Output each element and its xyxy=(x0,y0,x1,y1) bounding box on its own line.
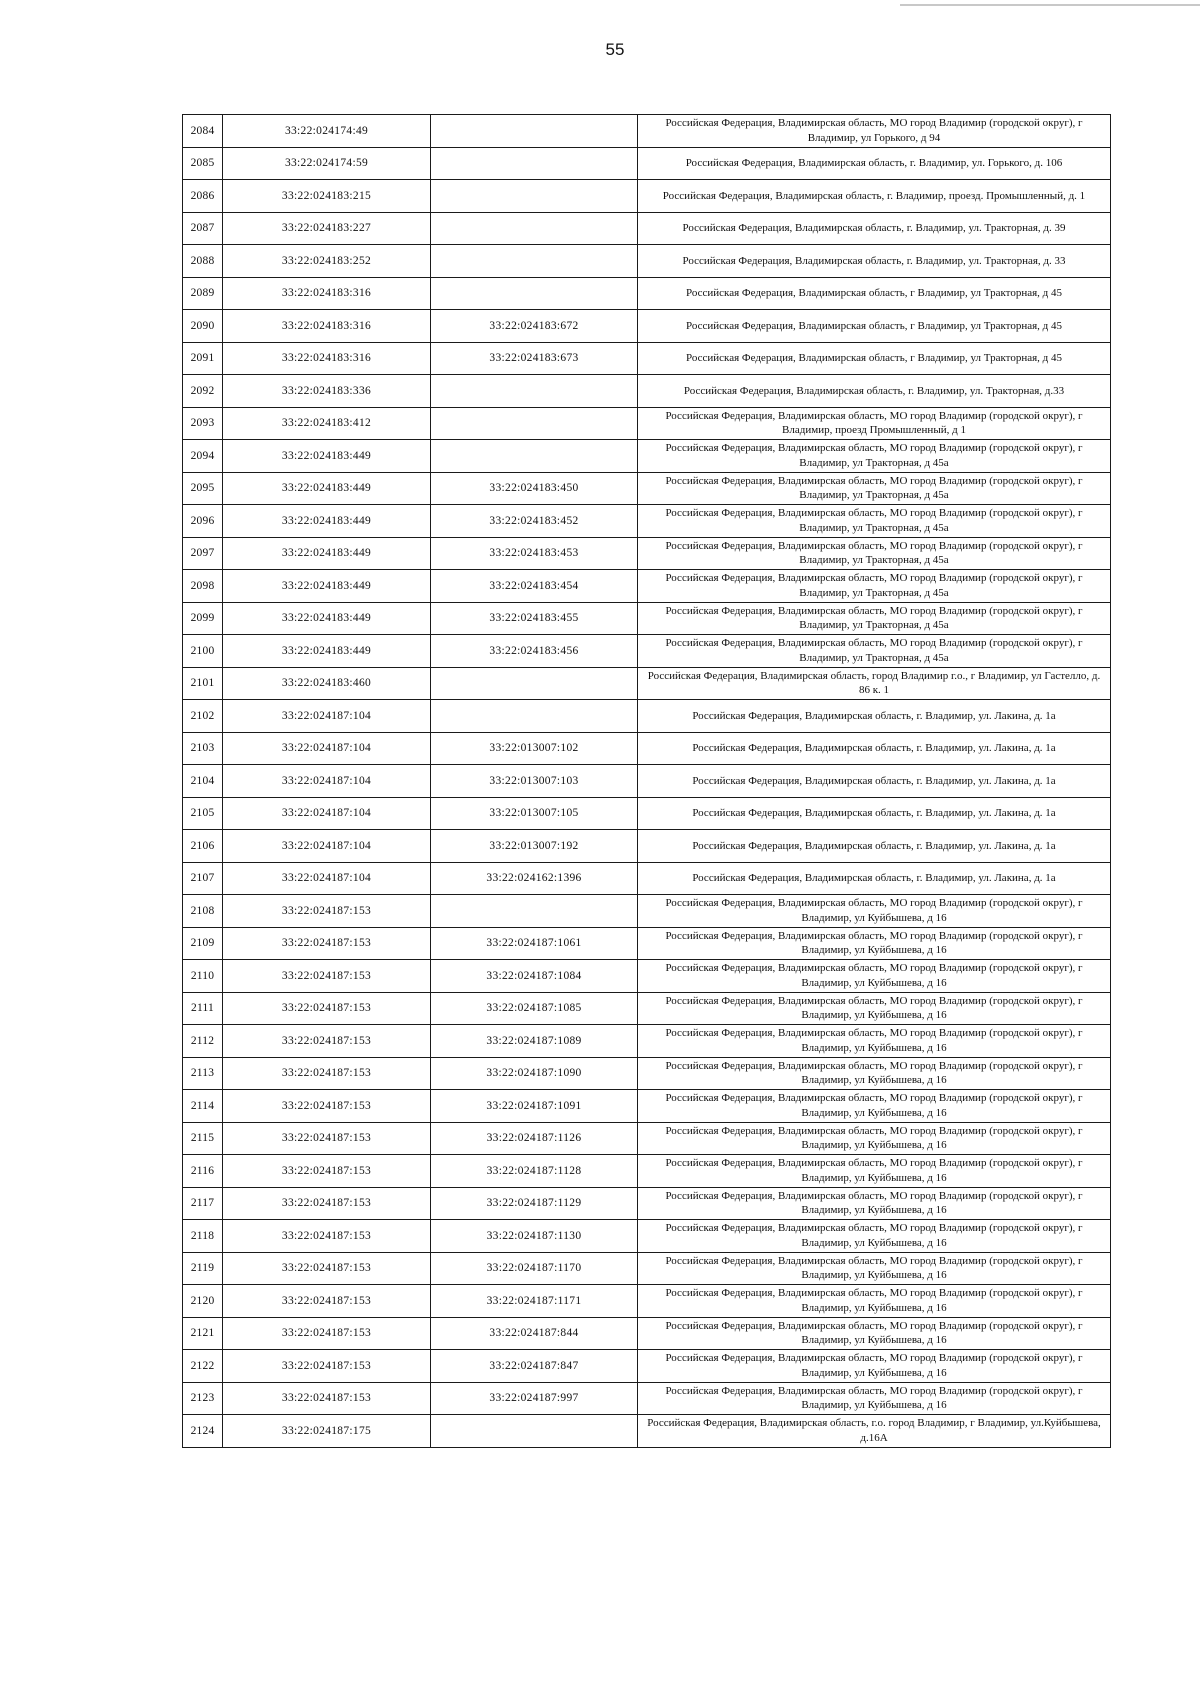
row-number-cell: 2091 xyxy=(183,342,223,375)
parent-cadastral-number-cell: 33:22:024187:104 xyxy=(223,830,431,863)
row-number-cell: 2118 xyxy=(183,1220,223,1253)
parent-cadastral-number-cell: 33:22:024187:153 xyxy=(223,1057,431,1090)
parent-cadastral-number-cell: 33:22:024183:449 xyxy=(223,635,431,668)
address-cell: Российская Федерация, Владимирская область, г. Владимир, ул. Лакина, д. 1а xyxy=(638,732,1111,765)
address-cell: Российская Федерация, Владимирская область, МО город Владимир (городской округ), г Владимир, ул Куйбышева, д 16 xyxy=(638,1252,1111,1285)
table-row xyxy=(183,927,1111,960)
address-cell: Российская Федерация, Владимирская область, МО город Владимир (городской округ), г Владимир, ул Тракторная, д 45а xyxy=(638,440,1111,473)
table-row xyxy=(183,765,1111,798)
address-cell: Российская Федерация, Владимирская область, МО город Владимир (городской округ), г Владимир, ул Тракторная, д 45а xyxy=(638,570,1111,603)
page-number: 55 xyxy=(605,40,625,59)
row-number-cell: 2107 xyxy=(183,862,223,895)
child-cadastral-number-cell: 33:22:024162:1396 xyxy=(431,862,638,895)
row-number-cell: 2109 xyxy=(183,927,223,960)
address-cell: Российская Федерация, Владимирская область, МО город Владимир (городской округ), г Владимир, ул Куйбышева, д 16 xyxy=(638,992,1111,1025)
table-row xyxy=(183,1057,1111,1090)
parent-cadastral-number-cell: 33:22:024174:49 xyxy=(223,115,431,148)
parent-cadastral-number-cell: 33:22:024187:153 xyxy=(223,1155,431,1188)
row-number-cell: 2084 xyxy=(183,115,223,148)
row-number-cell: 2094 xyxy=(183,440,223,473)
child-cadastral-number-cell xyxy=(431,180,638,213)
table-row xyxy=(183,1350,1111,1383)
address-cell: Российская Федерация, Владимирская область, г.о. город Владимир, г Владимир, ул.Куйбышева, д.16А xyxy=(638,1415,1111,1448)
table-row xyxy=(183,1155,1111,1188)
row-number-cell: 2110 xyxy=(183,960,223,993)
table-row xyxy=(183,1285,1111,1318)
parent-cadastral-number-cell: 33:22:024183:215 xyxy=(223,180,431,213)
address-cell: Российская Федерация, Владимирская область, МО город Владимир (городской округ), г Владимир, ул Куйбышева, д 16 xyxy=(638,1350,1111,1383)
address-cell: Российская Федерация, Владимирская область, МО город Владимир (городской округ), г Владимир, ул Куйбышева, д 16 xyxy=(638,1317,1111,1350)
row-number-cell: 2106 xyxy=(183,830,223,863)
table-row xyxy=(183,862,1111,895)
address-cell: Российская Федерация, Владимирская область, МО город Владимир (городской округ), г Владимир, ул Куйбышева, д 16 xyxy=(638,1057,1111,1090)
child-cadastral-number-cell xyxy=(431,407,638,440)
address-cell: Российская Федерация, Владимирская область, г. Владимир, ул. Тракторная, д. 39 xyxy=(638,212,1111,245)
row-number-cell: 2099 xyxy=(183,602,223,635)
child-cadastral-number-cell: 33:22:024187:1091 xyxy=(431,1090,638,1123)
address-cell: Российская Федерация, Владимирская область, г. Владимир, ул. Лакина, д. 1а xyxy=(638,830,1111,863)
table-row xyxy=(183,635,1111,668)
parent-cadastral-number-cell: 33:22:024183:449 xyxy=(223,537,431,570)
table-row xyxy=(183,147,1111,180)
child-cadastral-number-cell: 33:22:013007:105 xyxy=(431,797,638,830)
address-cell: Российская Федерация, Владимирская область, МО город Владимир (городской округ), г Владимир, ул Куйбышева, д 16 xyxy=(638,1187,1111,1220)
parent-cadastral-number-cell: 33:22:024187:153 xyxy=(223,1285,431,1318)
parent-cadastral-number-cell: 33:22:024187:104 xyxy=(223,732,431,765)
row-number-cell: 2111 xyxy=(183,992,223,1025)
table-row xyxy=(183,732,1111,765)
child-cadastral-number-cell: 33:22:024187:1128 xyxy=(431,1155,638,1188)
address-cell: Российская Федерация, Владимирская область, МО город Владимир (городской округ), г Владимир, ул Куйбышева, д 16 xyxy=(638,960,1111,993)
child-cadastral-number-cell: 33:22:024187:1126 xyxy=(431,1122,638,1155)
table-row xyxy=(183,537,1111,570)
row-number-cell: 2113 xyxy=(183,1057,223,1090)
child-cadastral-number-cell: 33:22:013007:103 xyxy=(431,765,638,798)
parent-cadastral-number-cell: 33:22:024183:227 xyxy=(223,212,431,245)
parent-cadastral-number-cell: 33:22:024183:316 xyxy=(223,277,431,310)
parent-cadastral-number-cell: 33:22:024187:104 xyxy=(223,862,431,895)
address-cell: Российская Федерация, Владимирская область, г. Владимир, ул. Тракторная, д. 33 xyxy=(638,245,1111,278)
table-row xyxy=(183,895,1111,928)
table-row xyxy=(183,1415,1111,1448)
parent-cadastral-number-cell: 33:22:024187:153 xyxy=(223,960,431,993)
table-row xyxy=(183,1090,1111,1123)
parent-cadastral-number-cell: 33:22:024187:153 xyxy=(223,895,431,928)
child-cadastral-number-cell xyxy=(431,115,638,148)
address-cell: Российская Федерация, Владимирская область, МО город Владимир (городской округ), г Владимир, ул Куйбышева, д 16 xyxy=(638,1285,1111,1318)
child-cadastral-number-cell: 33:22:024183:452 xyxy=(431,505,638,538)
row-number-cell: 2105 xyxy=(183,797,223,830)
row-number-cell: 2090 xyxy=(183,310,223,343)
cadastral-registry-table xyxy=(182,114,1111,1448)
parent-cadastral-number-cell: 33:22:024187:153 xyxy=(223,1220,431,1253)
address-cell: Российская Федерация, Владимирская область, МО город Владимир (городской округ), г Владимир, ул Тракторная, д 45а xyxy=(638,505,1111,538)
table-row xyxy=(183,1317,1111,1350)
child-cadastral-number-cell: 33:22:024187:1171 xyxy=(431,1285,638,1318)
parent-cadastral-number-cell: 33:22:024187:153 xyxy=(223,992,431,1025)
address-cell: Российская Федерация, Владимирская область, МО город Владимир (городской округ), г Владимир, ул Куйбышева, д 16 xyxy=(638,1025,1111,1058)
address-cell: Российская Федерация, Владимирская область, МО город Владимир (городской округ), г Владимир, ул Куйбышева, д 16 xyxy=(638,1382,1111,1415)
table-row xyxy=(183,277,1111,310)
parent-cadastral-number-cell: 33:22:024183:449 xyxy=(223,440,431,473)
row-number-cell: 2114 xyxy=(183,1090,223,1123)
address-cell: Российская Федерация, Владимирская область, МО город Владимир (городской округ), г Владимир, ул Тракторная, д 45а xyxy=(638,602,1111,635)
parent-cadastral-number-cell: 33:22:024183:316 xyxy=(223,342,431,375)
table-row xyxy=(183,115,1111,148)
parent-cadastral-number-cell: 33:22:024187:153 xyxy=(223,1350,431,1383)
table-row xyxy=(183,1025,1111,1058)
child-cadastral-number-cell: 33:22:024187:997 xyxy=(431,1382,638,1415)
parent-cadastral-number-cell: 33:22:024187:104 xyxy=(223,700,431,733)
address-cell: Российская Федерация, Владимирская область, г. Владимир, ул. Лакина, д. 1а xyxy=(638,797,1111,830)
registry-table-body xyxy=(183,115,1111,1448)
child-cadastral-number-cell xyxy=(431,245,638,278)
child-cadastral-number-cell: 33:22:024187:847 xyxy=(431,1350,638,1383)
row-number-cell: 2088 xyxy=(183,245,223,278)
parent-cadastral-number-cell: 33:22:024174:59 xyxy=(223,147,431,180)
table-row xyxy=(183,667,1111,700)
parent-cadastral-number-cell: 33:22:024187:153 xyxy=(223,1090,431,1123)
row-number-cell: 2097 xyxy=(183,537,223,570)
row-number-cell: 2120 xyxy=(183,1285,223,1318)
table-row xyxy=(183,407,1111,440)
child-cadastral-number-cell xyxy=(431,667,638,700)
child-cadastral-number-cell: 33:22:024187:1085 xyxy=(431,992,638,1025)
child-cadastral-number-cell: 33:22:024187:1061 xyxy=(431,927,638,960)
row-number-cell: 2123 xyxy=(183,1382,223,1415)
table-row xyxy=(183,245,1111,278)
row-number-cell: 2112 xyxy=(183,1025,223,1058)
parent-cadastral-number-cell: 33:22:024187:153 xyxy=(223,1252,431,1285)
table-row xyxy=(183,310,1111,343)
table-row xyxy=(183,602,1111,635)
child-cadastral-number-cell: 33:22:024183:450 xyxy=(431,472,638,505)
child-cadastral-number-cell: 33:22:024183:453 xyxy=(431,537,638,570)
address-cell: Российская Федерация, Владимирская область, МО город Владимир (городской округ), г Владимир, ул Куйбышева, д 16 xyxy=(638,1155,1111,1188)
child-cadastral-number-cell: 33:22:024183:454 xyxy=(431,570,638,603)
parent-cadastral-number-cell: 33:22:024187:104 xyxy=(223,765,431,798)
address-cell: Российская Федерация, Владимирская область, г Владимир, ул Тракторная, д 45 xyxy=(638,342,1111,375)
table-row xyxy=(183,212,1111,245)
child-cadastral-number-cell xyxy=(431,277,638,310)
table-row xyxy=(183,1220,1111,1253)
row-number-cell: 2086 xyxy=(183,180,223,213)
address-cell: Российская Федерация, Владимирская область, МО город Владимир (городской округ), г Владимир, ул Куйбышева, д 16 xyxy=(638,1122,1111,1155)
address-cell: Российская Федерация, Владимирская область, г. Владимир, ул. Лакина, д. 1а xyxy=(638,700,1111,733)
parent-cadastral-number-cell: 33:22:024187:153 xyxy=(223,1187,431,1220)
row-number-cell: 2115 xyxy=(183,1122,223,1155)
child-cadastral-number-cell: 33:22:024183:672 xyxy=(431,310,638,343)
address-cell: Российская Федерация, Владимирская область, г. Владимир, ул. Лакина, д. 1а xyxy=(638,862,1111,895)
address-cell: Российская Федерация, Владимирская область, МО город Владимир (городской округ), г Владимир, ул Куйбышева, д 16 xyxy=(638,927,1111,960)
child-cadastral-number-cell: 33:22:024187:1089 xyxy=(431,1025,638,1058)
child-cadastral-number-cell: 33:22:013007:192 xyxy=(431,830,638,863)
table-row xyxy=(183,700,1111,733)
parent-cadastral-number-cell: 33:22:024187:153 xyxy=(223,1122,431,1155)
address-cell: Российская Федерация, Владимирская область, г Владимир, ул Тракторная, д 45 xyxy=(638,277,1111,310)
child-cadastral-number-cell xyxy=(431,147,638,180)
row-number-cell: 2104 xyxy=(183,765,223,798)
row-number-cell: 2096 xyxy=(183,505,223,538)
child-cadastral-number-cell xyxy=(431,212,638,245)
row-number-cell: 2119 xyxy=(183,1252,223,1285)
scan-edge-line xyxy=(900,4,1200,6)
table-row xyxy=(183,440,1111,473)
parent-cadastral-number-cell: 33:22:024183:316 xyxy=(223,310,431,343)
row-number-cell: 2117 xyxy=(183,1187,223,1220)
parent-cadastral-number-cell: 33:22:024187:153 xyxy=(223,927,431,960)
table-row xyxy=(183,1382,1111,1415)
table-row xyxy=(183,960,1111,993)
table-row xyxy=(183,472,1111,505)
address-cell: Российская Федерация, Владимирская область, г. Владимир, ул. Тракторная, д.33 xyxy=(638,375,1111,408)
child-cadastral-number-cell: 33:22:024183:673 xyxy=(431,342,638,375)
address-cell: Российская Федерация, Владимирская область, МО город Владимир (городской округ), г Владимир, ул Куйбышева, д 16 xyxy=(638,1220,1111,1253)
row-number-cell: 2124 xyxy=(183,1415,223,1448)
row-number-cell: 2101 xyxy=(183,667,223,700)
address-cell: Российская Федерация, Владимирская область, город Владимир г.о., г Владимир, ул Гастелло, д. 86 к. 1 xyxy=(638,667,1111,700)
address-cell: Российская Федерация, Владимирская область, МО город Владимир (городской округ), г Владимир, проезд Промышленный, д 1 xyxy=(638,407,1111,440)
address-cell: Российская Федерация, Владимирская область, г. Владимир, ул. Горького, д. 106 xyxy=(638,147,1111,180)
table-row xyxy=(183,505,1111,538)
child-cadastral-number-cell xyxy=(431,895,638,928)
child-cadastral-number-cell: 33:22:024183:456 xyxy=(431,635,638,668)
child-cadastral-number-cell: 33:22:024187:1084 xyxy=(431,960,638,993)
table-row xyxy=(183,570,1111,603)
row-number-cell: 2093 xyxy=(183,407,223,440)
child-cadastral-number-cell xyxy=(431,1415,638,1448)
row-number-cell: 2121 xyxy=(183,1317,223,1350)
row-number-cell: 2108 xyxy=(183,895,223,928)
child-cadastral-number-cell: 33:22:024187:1130 xyxy=(431,1220,638,1253)
address-cell: Российская Федерация, Владимирская область, МО город Владимир (городской округ), г Владимир, ул Куйбышева, д 16 xyxy=(638,1090,1111,1123)
address-cell: Российская Федерация, Владимирская область, МО город Владимир (городской округ), г Владимир, ул Тракторная, д 45а xyxy=(638,472,1111,505)
row-number-cell: 2089 xyxy=(183,277,223,310)
child-cadastral-number-cell xyxy=(431,440,638,473)
row-number-cell: 2116 xyxy=(183,1155,223,1188)
child-cadastral-number-cell: 33:22:024187:1129 xyxy=(431,1187,638,1220)
row-number-cell: 2087 xyxy=(183,212,223,245)
child-cadastral-number-cell: 33:22:024187:844 xyxy=(431,1317,638,1350)
parent-cadastral-number-cell: 33:22:024183:449 xyxy=(223,472,431,505)
child-cadastral-number-cell: 33:22:013007:102 xyxy=(431,732,638,765)
table-row xyxy=(183,342,1111,375)
parent-cadastral-number-cell: 33:22:024183:252 xyxy=(223,245,431,278)
parent-cadastral-number-cell: 33:22:024183:460 xyxy=(223,667,431,700)
table-row xyxy=(183,830,1111,863)
parent-cadastral-number-cell: 33:22:024187:104 xyxy=(223,797,431,830)
child-cadastral-number-cell xyxy=(431,700,638,733)
row-number-cell: 2122 xyxy=(183,1350,223,1383)
parent-cadastral-number-cell: 33:22:024183:336 xyxy=(223,375,431,408)
row-number-cell: 2103 xyxy=(183,732,223,765)
row-number-cell: 2102 xyxy=(183,700,223,733)
row-number-cell: 2092 xyxy=(183,375,223,408)
address-cell: Российская Федерация, Владимирская область, г. Владимир, проезд. Промышленный, д. 1 xyxy=(638,180,1111,213)
parent-cadastral-number-cell: 33:22:024183:449 xyxy=(223,602,431,635)
address-cell: Российская Федерация, Владимирская область, г. Владимир, ул. Лакина, д. 1а xyxy=(638,765,1111,798)
address-cell: Российская Федерация, Владимирская область, МО город Владимир (городской округ), г Владимир, ул Горького, д 94 xyxy=(638,115,1111,148)
child-cadastral-number-cell xyxy=(431,375,638,408)
address-cell: Российская Федерация, Владимирская область, г Владимир, ул Тракторная, д 45 xyxy=(638,310,1111,343)
address-cell: Российская Федерация, Владимирская область, МО город Владимир (городской округ), г Владимир, ул Тракторная, д 45а xyxy=(638,635,1111,668)
child-cadastral-number-cell: 33:22:024187:1090 xyxy=(431,1057,638,1090)
table-row xyxy=(183,1187,1111,1220)
table-row xyxy=(183,797,1111,830)
row-number-cell: 2098 xyxy=(183,570,223,603)
child-cadastral-number-cell: 33:22:024183:455 xyxy=(431,602,638,635)
child-cadastral-number-cell: 33:22:024187:1170 xyxy=(431,1252,638,1285)
parent-cadastral-number-cell: 33:22:024187:153 xyxy=(223,1025,431,1058)
address-cell: Российская Федерация, Владимирская область, МО город Владимир (городской округ), г Владимир, ул Куйбышева, д 16 xyxy=(638,895,1111,928)
row-number-cell: 2095 xyxy=(183,472,223,505)
table-row xyxy=(183,1252,1111,1285)
parent-cadastral-number-cell: 33:22:024187:175 xyxy=(223,1415,431,1448)
parent-cadastral-number-cell: 33:22:024187:153 xyxy=(223,1317,431,1350)
table-row xyxy=(183,992,1111,1025)
parent-cadastral-number-cell: 33:22:024187:153 xyxy=(223,1382,431,1415)
row-number-cell: 2100 xyxy=(183,635,223,668)
row-number-cell: 2085 xyxy=(183,147,223,180)
parent-cadastral-number-cell: 33:22:024183:449 xyxy=(223,505,431,538)
address-cell: Российская Федерация, Владимирская область, МО город Владимир (городской округ), г Владимир, ул Тракторная, д 45а xyxy=(638,537,1111,570)
table-row xyxy=(183,375,1111,408)
table-row xyxy=(183,1122,1111,1155)
parent-cadastral-number-cell: 33:22:024183:449 xyxy=(223,570,431,603)
table-row xyxy=(183,180,1111,213)
parent-cadastral-number-cell: 33:22:024183:412 xyxy=(223,407,431,440)
